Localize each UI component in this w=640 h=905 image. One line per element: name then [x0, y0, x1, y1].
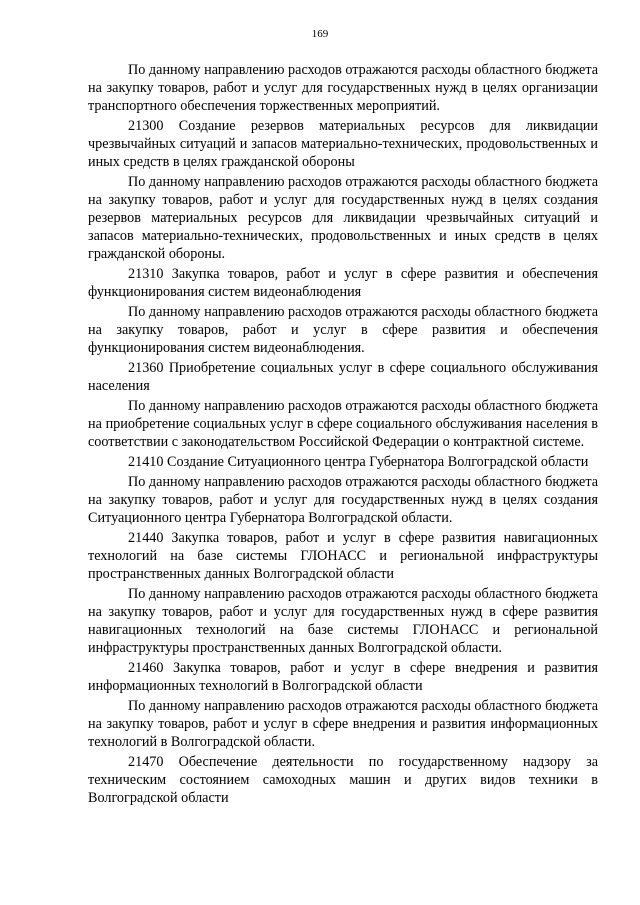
paragraph: По данному направлению расходов отражаются расходы областного бюджета на закупку товаров, работ и услуг для государственных нужд в сфере развития навигационных технологий на базе системы ГЛОНАСС и региональной инфраструктуры пространственных данных Волгоградской области.: [88, 586, 598, 657]
section-heading: 21470 Обеспечение деятельности по государственному надзору за техническим состоянием самоходных машин и других видов техники в Волгоградской области: [88, 754, 598, 807]
section-heading: 21460 Закупка товаров, работ и услуг в сфере внедрения и развития информационных технологий в Волгоградской области: [88, 660, 598, 695]
section-heading: 21410 Создание Ситуационного центра Губернатора Волгоградской области: [128, 454, 589, 471]
paragraph: По данному направлению расходов отражаются расходы областного бюджета на закупку товаров, работ и услуг в сфере развития и обеспечения функционирования систем видеонаблюдения.: [88, 303, 598, 356]
section-heading: 21440 Закупка товаров, работ и услуг в сфере развития навигационных технологий на базе системы ГЛОНАСС и региональной инфраструктуры пространственных данных Волгоградской области: [88, 530, 598, 583]
document-body: [88, 62, 598, 810]
paragraph: По данному направлению расходов отражаются расходы областного бюджета на закупку товаров, работ и услуг для государственных нужд в целях создания Ситуационного центра Губернатора Волгоградской области.: [88, 474, 598, 527]
paragraph: По данному направлению расходов отражаются расходы областного бюджета на закупку товаров, работ и услуг для государственных нужд в целях организации транспортного обеспечения торжественных мероприятий.: [88, 62, 598, 114]
page-number: 169: [311, 28, 329, 40]
paragraph: По данному направлению расходов отражаются расходы областного бюджета на приобретение социальных услуг в сфере социального обслуживания населения в соответствии с законодательством Российской Федерации о контрактной системе.: [88, 398, 598, 450]
paragraph: По данному направлению расходов отражаются расходы областного бюджета на закупку товаров, работ и услуг для государственных нужд в целях создания резервов материальных ресурсов для ликвидации чрезвычайных ситуаций и запасов материально-технических, продовольственных и иных средств в целях гражданской обороны.: [88, 174, 598, 262]
section-heading: 21300 Создание резервов материальных ресурсов для ликвидации чрезвычайных ситуаций и запасов материально-технических, продовольственных и иных средств в целях гражданской обороны: [88, 118, 598, 170]
paragraph: По данному направлению расходов отражаются расходы областного бюджета на закупку товаров, работ и услуг в сфере внедрения и развития информационных технологий в Волгоградской области.: [88, 698, 598, 751]
section-heading: 21360 Приобретение социальных услуг в сфере социального обслуживания населения: [88, 359, 598, 394]
section-heading: 21310 Закупка товаров, работ и услуг в сфере развития и обеспечения функционирования систем видеонаблюдения: [88, 265, 598, 300]
